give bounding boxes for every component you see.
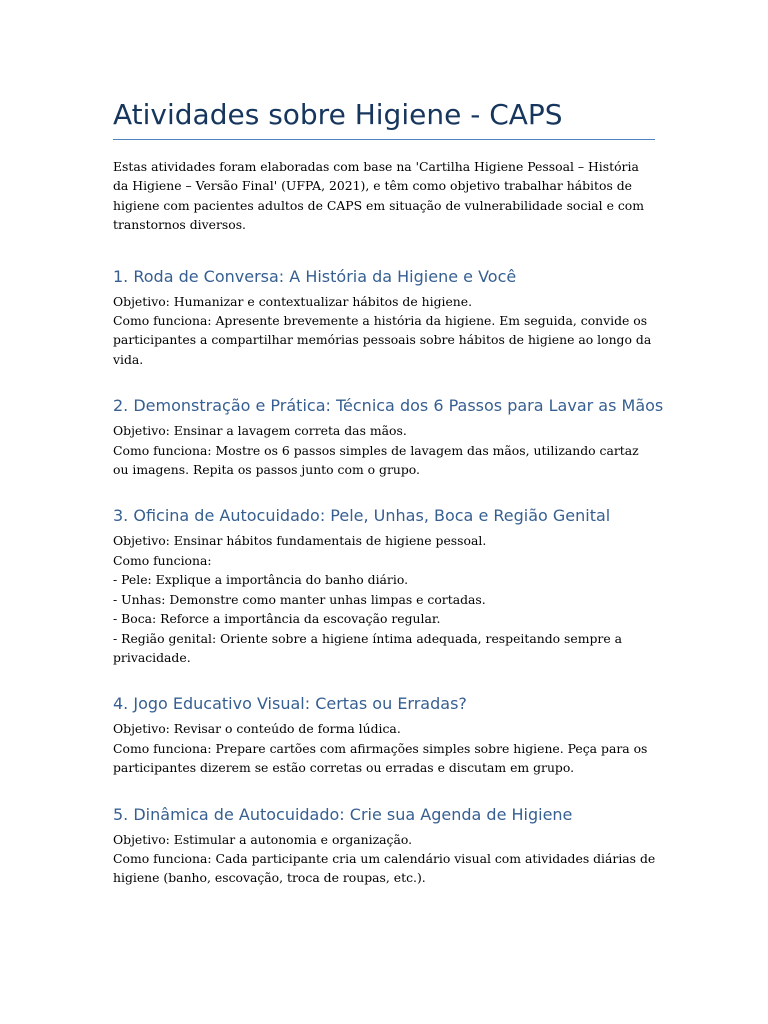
intro-paragraph: Estas atividades foram elaboradas com base na 'Cartilha Higiene Pessoal – História da Higiene – Versão Final' (UFPA, 2021), e têm como objetivo trabalhar hábitos de higiene com pacientes adultos de CAPS em situação de vulnerabilidade social e com transtornos diversos. [113, 159, 645, 233]
section-how: Como funciona: [113, 552, 212, 568]
section-5 [113, 804, 658, 888]
section-how: Como funciona: Cada participante cria um calendário visual com atividades diárias de higiene (banho, escovação, troca de roupas, etc.). [113, 850, 656, 886]
section-3 [113, 505, 658, 667]
list-item: - Região genital: Oriente sobre a higiene íntima adequada, respeitando sempre a privacidade. [113, 630, 622, 665]
section-objective: Objetivo: Revisar o conteúdo de forma lúdica. [113, 721, 401, 737]
section-how: Como funciona: Apresente brevemente a história da higiene. Em seguida, convide os participantes a compartilhar memórias pessoais sobre hábitos de higiene ao longo da vida. [113, 313, 652, 367]
section-heading: 1. Roda de Conversa: A História da Higiene e Você [113, 266, 517, 286]
section-how: Como funciona: Mostre os 6 passos simples de lavagem das mãos, utilizando cartaz ou imagens. Repita os passos junto com o grupo. [113, 442, 639, 478]
document-title: Atividades sobre Higiene - CAPS [113, 98, 563, 131]
section-2 [113, 395, 664, 479]
section-1 [113, 266, 658, 370]
title-underline [113, 139, 655, 140]
list-item: - Boca: Reforce a importância da escovação regular. [113, 611, 441, 627]
section-objective: Objetivo: Estimular a autonomia e organização. [113, 831, 413, 847]
section-objective: Objetivo: Humanizar e contextualizar hábitos de higiene. [113, 293, 473, 309]
section-objective: Objetivo: Ensinar a lavagem correta das mãos. [113, 423, 407, 439]
section-heading: 5. Dinâmica de Autocuidado: Crie sua Agenda de Higiene [113, 804, 573, 824]
list-item: - Pele: Explique a importância do banho diário. [113, 572, 409, 588]
list-item: - Unhas: Demonstre como manter unhas limpas e cortadas. [113, 591, 486, 607]
section-heading: 3. Oficina de Autocuidado: Pele, Unhas, Boca e Região Genital [113, 506, 611, 526]
section-objective: Objetivo: Ensinar hábitos fundamentais de higiene pessoal. [113, 533, 487, 549]
section-heading: 4. Jogo Educativo Visual: Certas ou Erradas? [113, 694, 467, 714]
section-4 [113, 693, 658, 777]
section-how: Como funciona: Prepare cartões com afirmações simples sobre higiene. Peça para os participantes dizerem se estão corretas ou erradas e discutam em grupo. [113, 740, 648, 776]
section-heading: 2. Demonstração e Prática: Técnica dos 6 Passos para Lavar as Mãos [113, 396, 664, 416]
document-body [113, 157, 664, 914]
